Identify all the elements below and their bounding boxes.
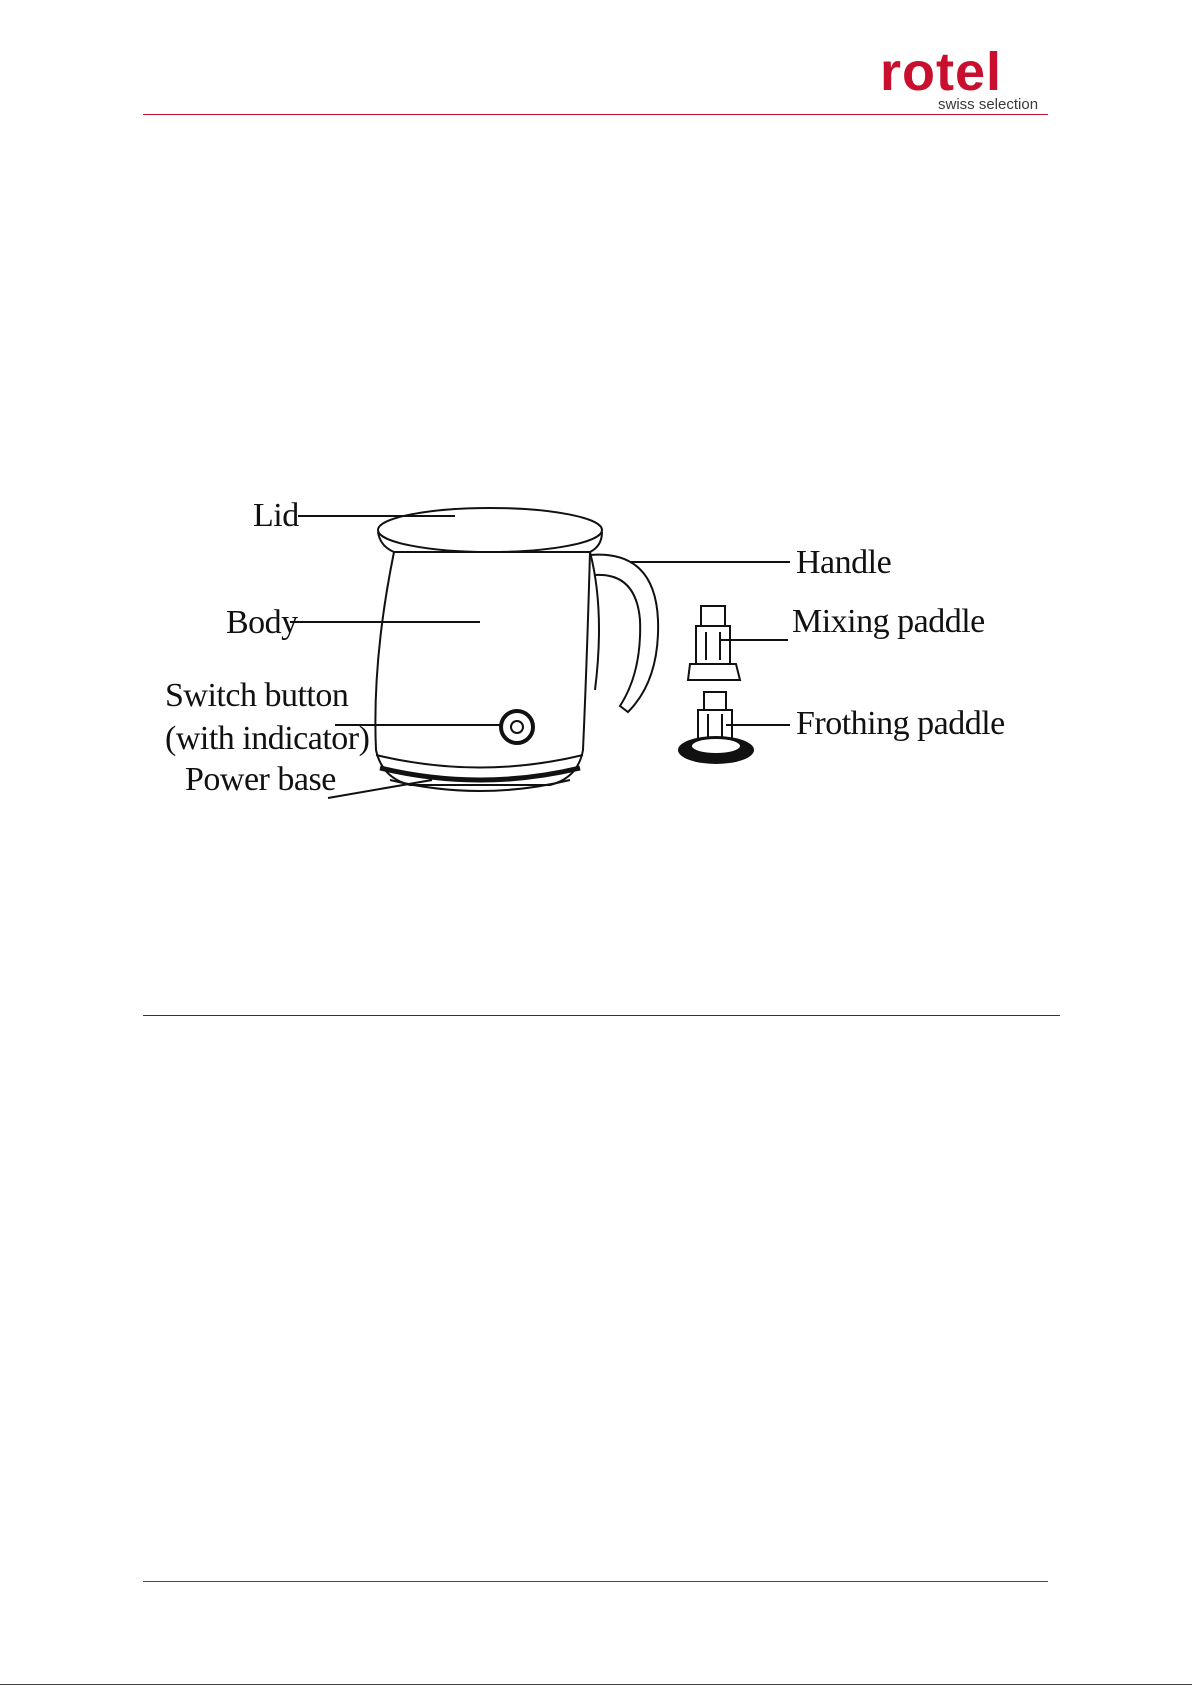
label-frothing-paddle: Frothing paddle (796, 705, 1005, 742)
label-lid: Lid (253, 497, 299, 534)
header-rule (143, 114, 1048, 115)
brand-logo (880, 42, 1048, 114)
label-with-indicator: (with indicator) (165, 720, 370, 757)
label-power-base: Power base (185, 761, 336, 798)
label-body: Body (226, 604, 298, 641)
switch-button-shape (501, 711, 533, 743)
footer-rule (143, 1581, 1048, 1582)
body-shape (375, 552, 590, 785)
label-handle: Handle (796, 544, 892, 581)
handle-shape (590, 555, 658, 712)
logo-tagline: swiss selection (938, 96, 1039, 113)
product-diagram (150, 480, 1050, 840)
label-mixing-paddle: Mixing paddle (792, 603, 985, 640)
section-divider (143, 1015, 1060, 1016)
frothing-paddle-shape (704, 692, 726, 710)
lid-shape (378, 508, 602, 552)
mixing-paddle-shape (701, 606, 725, 626)
label-switch-button: Switch button (165, 677, 349, 714)
logo-wordmark: rotel (880, 42, 1003, 102)
